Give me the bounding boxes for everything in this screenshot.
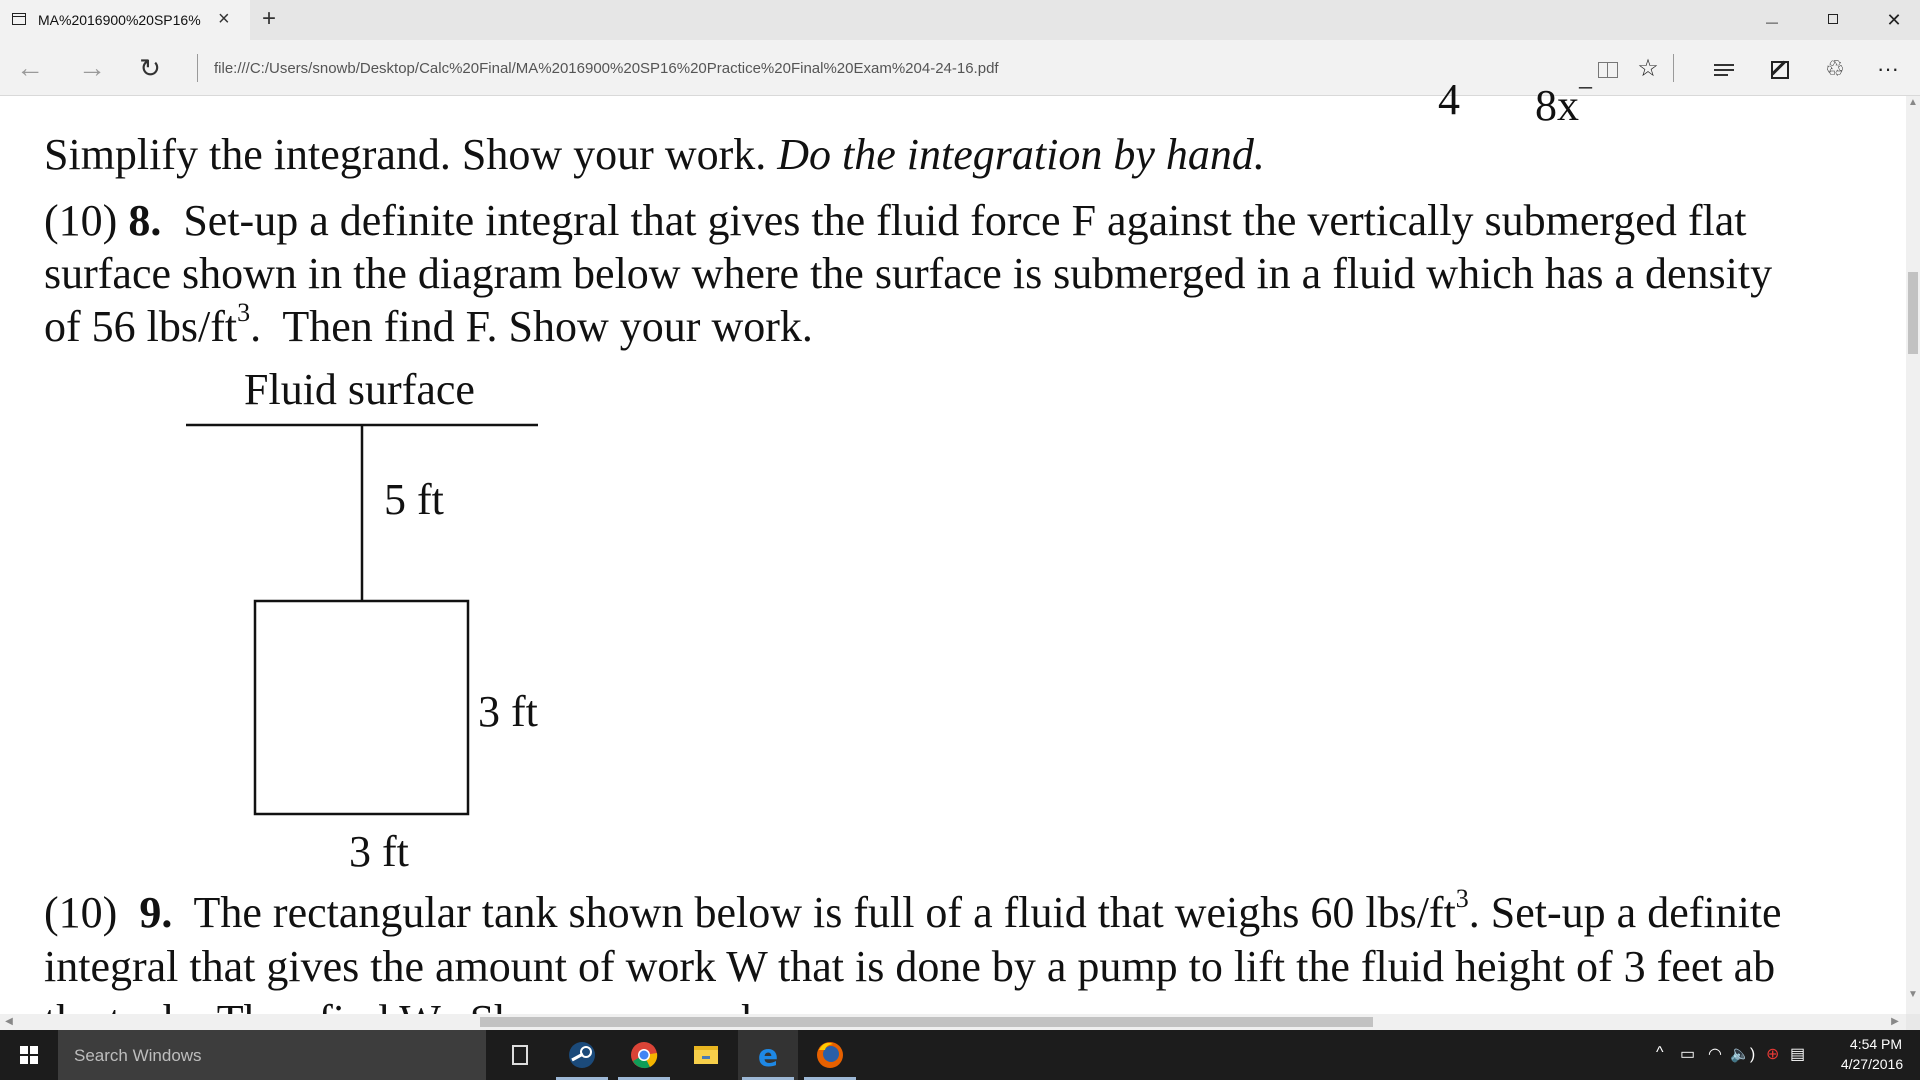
taskbar-search-box[interactable] bbox=[58, 1030, 486, 1080]
file-explorer-taskbar-button[interactable] bbox=[676, 1030, 736, 1080]
question-points: (10) bbox=[44, 888, 140, 937]
navigation-bar bbox=[0, 40, 1920, 96]
question-text: . Then find F. Show your work. bbox=[250, 302, 813, 351]
taskbar bbox=[0, 1030, 1920, 1080]
instruction-italic: Do the integration by hand. bbox=[777, 130, 1265, 179]
document-icon bbox=[12, 13, 26, 25]
reading-view-button[interactable] bbox=[1590, 52, 1626, 86]
question-text: The rectangular tank shown below is full of a fluid that weighs 60 lbs/ft bbox=[172, 888, 1456, 937]
edge-taskbar-button[interactable] bbox=[738, 1030, 798, 1080]
scroll-down-icon[interactable]: ▼ bbox=[1908, 989, 1918, 1000]
horizontal-scrollbar[interactable] bbox=[0, 1014, 1906, 1030]
refresh-button[interactable] bbox=[130, 50, 170, 86]
superscript: 3 bbox=[237, 298, 251, 328]
scroll-up-icon[interactable]: ▲ bbox=[1908, 97, 1918, 108]
back-button[interactable] bbox=[10, 50, 50, 86]
minimize-icon: — bbox=[1766, 15, 1778, 29]
book-icon bbox=[1598, 62, 1618, 78]
firefox-icon bbox=[800, 1030, 860, 1080]
web-note-button[interactable] bbox=[1762, 52, 1798, 86]
close-icon: ✕ bbox=[1886, 10, 1902, 30]
edge-icon bbox=[738, 1030, 798, 1080]
wifi-icon[interactable]: ◠ bbox=[1708, 1046, 1722, 1063]
svg-text:e: e bbox=[757, 1039, 779, 1074]
more-button[interactable] bbox=[1870, 52, 1906, 86]
address-bar[interactable]: file:///C:/Users/snowb/Desktop/Calc%20Final/MA%2016900%20SP16%20Practice%20Final%20Exam%204-24-16.pdf bbox=[214, 60, 999, 77]
horizontal-scroll-thumb[interactable] bbox=[480, 1017, 1373, 1027]
task-view-icon bbox=[512, 1045, 528, 1065]
steam-icon bbox=[552, 1030, 612, 1080]
windows-logo-icon bbox=[20, 1046, 38, 1064]
submerged-square bbox=[255, 601, 468, 814]
task-view-button[interactable] bbox=[490, 1030, 550, 1080]
start-button[interactable] bbox=[0, 1030, 58, 1080]
firefox-taskbar-button[interactable] bbox=[800, 1030, 860, 1080]
share-icon: ♲ bbox=[1825, 56, 1845, 81]
hub-icon bbox=[1714, 61, 1734, 79]
battery-icon[interactable]: ▭ bbox=[1680, 1046, 1696, 1063]
antivirus-icon[interactable]: ⊕ bbox=[1766, 1046, 1780, 1063]
question-9-line-2: integral that gives the amount of work W that is done by a pump to lift the fluid height of 3 feet ab bbox=[44, 942, 1776, 991]
question-8-line-2: surface shown in the diagram below where the surface is submerged in a fluid which has a density bbox=[44, 249, 1773, 298]
search-placeholder: Search Windows bbox=[74, 1046, 202, 1065]
clipped-fragment: 8x– bbox=[1535, 71, 1592, 130]
star-icon: ☆ bbox=[1637, 55, 1659, 82]
question-text: . Set-up a definite bbox=[1468, 888, 1782, 937]
restore-button[interactable] bbox=[1803, 0, 1863, 40]
address-separator bbox=[197, 54, 198, 82]
width-label: 3 ft bbox=[349, 827, 409, 876]
close-window-button[interactable] bbox=[1864, 0, 1924, 40]
more-icon: ··· bbox=[1877, 56, 1899, 81]
favorite-button[interactable] bbox=[1630, 52, 1666, 86]
question-number: 8. bbox=[128, 196, 162, 245]
clipped-fragment: 4 bbox=[1438, 75, 1460, 124]
title-bar bbox=[0, 0, 1920, 40]
chevron-up-icon[interactable]: ^ bbox=[1656, 1044, 1664, 1061]
folder-icon bbox=[676, 1030, 736, 1080]
chrome-taskbar-button[interactable] bbox=[614, 1030, 674, 1080]
depth-label: 5 ft bbox=[384, 475, 444, 524]
question-points: (10) bbox=[44, 196, 129, 245]
question-number: 9. bbox=[139, 888, 173, 937]
chrome-icon bbox=[614, 1030, 674, 1080]
scroll-left-icon[interactable]: ◀ bbox=[5, 1016, 13, 1027]
minimize-button[interactable] bbox=[1742, 0, 1802, 40]
question-text: Set-up a definite integral that gives the fluid force F against the vertically submerged flat bbox=[161, 196, 1747, 245]
vertical-scrollbar[interactable] bbox=[1906, 96, 1920, 1014]
superscript: 3 bbox=[1455, 884, 1469, 914]
scrollbar-corner bbox=[1906, 1014, 1920, 1030]
clock-date[interactable]: 4/27/2016 bbox=[1840, 1056, 1904, 1072]
steam-taskbar-button[interactable] bbox=[552, 1030, 612, 1080]
restore-icon bbox=[1828, 14, 1838, 24]
pen-icon bbox=[1771, 61, 1789, 79]
toolbar-separator bbox=[1673, 54, 1674, 82]
refresh-icon: ↻ bbox=[139, 53, 161, 83]
notifications-icon[interactable]: ▤ bbox=[1790, 1046, 1806, 1063]
height-label: 3 ft bbox=[478, 687, 538, 736]
arrow-left-icon: ← bbox=[16, 52, 44, 83]
question-text: of 56 lbs/ft bbox=[44, 302, 238, 351]
volume-icon[interactable]: 🔈) bbox=[1730, 1046, 1756, 1063]
clock-time[interactable]: 4:54 PM bbox=[1849, 1036, 1903, 1052]
vertical-scroll-thumb[interactable] bbox=[1908, 272, 1918, 354]
pdf-viewer[interactable] bbox=[0, 71, 1906, 1014]
browser-tab[interactable] bbox=[0, 0, 250, 40]
scroll-right-icon[interactable]: ▶ bbox=[1891, 1016, 1899, 1027]
hub-button[interactable] bbox=[1706, 52, 1742, 86]
new-tab-button[interactable]: + bbox=[262, 5, 277, 32]
share-button[interactable] bbox=[1817, 52, 1853, 86]
forward-button[interactable] bbox=[72, 50, 112, 86]
arrow-right-icon: → bbox=[78, 52, 106, 83]
tab-title: MA%2016900%20SP16% bbox=[38, 12, 201, 28]
question-9-line-1 bbox=[44, 884, 1782, 938]
tab-close-button[interactable]: × bbox=[218, 8, 230, 30]
instruction-text: Simplify the integrand. Show your work. bbox=[44, 130, 778, 179]
fluid-surface-label: Fluid surface bbox=[244, 365, 475, 414]
